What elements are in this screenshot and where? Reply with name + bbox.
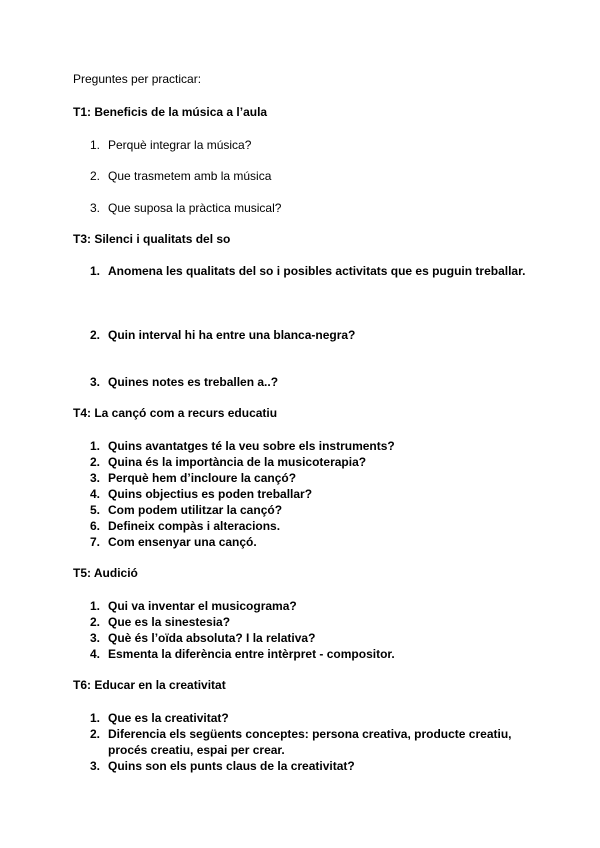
list-number: 2. bbox=[90, 615, 101, 629]
list-number: 1. bbox=[90, 264, 101, 278]
list-text: Quins son els punts claus de la creativitat? bbox=[108, 759, 355, 773]
list-item bbox=[90, 614, 530, 630]
list-number: 6. bbox=[90, 519, 101, 533]
list-number: 2. bbox=[90, 727, 101, 741]
list-number: 1. bbox=[90, 711, 101, 725]
list-text: Qui va inventar el musicograma? bbox=[108, 599, 297, 613]
list-text: Quin interval hi ha entre una blanca-negra? bbox=[108, 328, 356, 342]
list-text: Què és l’oïda absoluta? I la relativa? bbox=[108, 631, 316, 645]
list-item bbox=[90, 710, 530, 726]
list-number: 1. bbox=[90, 599, 101, 613]
list-text: Anomena les qualitats del so i posibles activitats que es puguin treballar. bbox=[108, 264, 526, 278]
list-number: 3. bbox=[90, 631, 101, 645]
list-number: 4. bbox=[90, 487, 101, 501]
list-text: Quins objectius es poden treballar? bbox=[108, 487, 313, 501]
list-item bbox=[90, 486, 530, 502]
list-text: Quines notes es treballen a..? bbox=[108, 375, 279, 389]
list-item bbox=[90, 646, 530, 662]
list-number: 2. bbox=[90, 169, 101, 183]
list-item bbox=[90, 438, 530, 454]
list-text: Com ensenyar una cançó. bbox=[108, 535, 257, 549]
list-number: 2. bbox=[90, 328, 101, 342]
list-number: 1. bbox=[90, 439, 101, 453]
list-item bbox=[90, 374, 530, 390]
section-title-t4: T4: La cançó com a recurs educatiu bbox=[73, 406, 278, 420]
list-item bbox=[90, 518, 530, 534]
intro-text: Preguntes per practicar: bbox=[73, 72, 202, 86]
list-item bbox=[90, 470, 530, 486]
list-item bbox=[90, 454, 530, 470]
list-item bbox=[90, 502, 530, 518]
list-text: Quina és la importància de la musicoterapia? bbox=[108, 455, 367, 469]
section-title-t5: T5: Audició bbox=[73, 566, 138, 580]
list-number: 3. bbox=[90, 201, 101, 215]
list-number: 2. bbox=[90, 455, 101, 469]
list-text: Que trasmetem amb la música bbox=[108, 169, 272, 183]
list-text: Que suposa la pràctica musical? bbox=[108, 201, 282, 215]
list-item bbox=[90, 726, 530, 758]
section-title-t1: T1: Beneficis de la música a l’aula bbox=[73, 105, 268, 119]
list-item bbox=[90, 630, 530, 646]
list-text: Diferencia els següents conceptes: persona creativa, producte creatiu, procés creatiu, espai per crear. bbox=[108, 727, 512, 757]
list-number: 3. bbox=[90, 471, 101, 485]
list-number: 5. bbox=[90, 503, 101, 517]
list-item bbox=[90, 263, 530, 279]
section-title-t3: T3: Silenci i qualitats del so bbox=[73, 232, 231, 246]
list-item bbox=[90, 534, 530, 550]
list-text: Que es la sinestesia? bbox=[108, 615, 231, 629]
list-text: Com podem utilitzar la cançó? bbox=[108, 503, 283, 517]
list-number: 3. bbox=[90, 375, 101, 389]
list-item bbox=[90, 327, 530, 343]
list-item bbox=[90, 598, 530, 614]
list-number: 1. bbox=[90, 138, 101, 152]
list-number: 4. bbox=[90, 647, 101, 661]
list-text: Defineix compàs i alteracions. bbox=[108, 519, 281, 533]
section-title-t6: T6: Educar en la creativitat bbox=[73, 678, 226, 692]
list-item bbox=[90, 200, 530, 216]
list-text: Que es la creativitat? bbox=[108, 711, 229, 725]
list-item bbox=[90, 137, 530, 153]
list-text: Quins avantatges té la veu sobre els instruments? bbox=[108, 439, 395, 453]
list-item bbox=[90, 758, 530, 774]
list-text: Esmenta la diferència entre intèrpret - compositor. bbox=[108, 647, 395, 661]
list-item bbox=[90, 168, 530, 184]
list-number: 3. bbox=[90, 759, 101, 773]
list-text: Perquè hem d’incloure la cançó? bbox=[108, 471, 297, 485]
list-number: 7. bbox=[90, 535, 101, 549]
list-text: Perquè integrar la música? bbox=[108, 138, 252, 152]
